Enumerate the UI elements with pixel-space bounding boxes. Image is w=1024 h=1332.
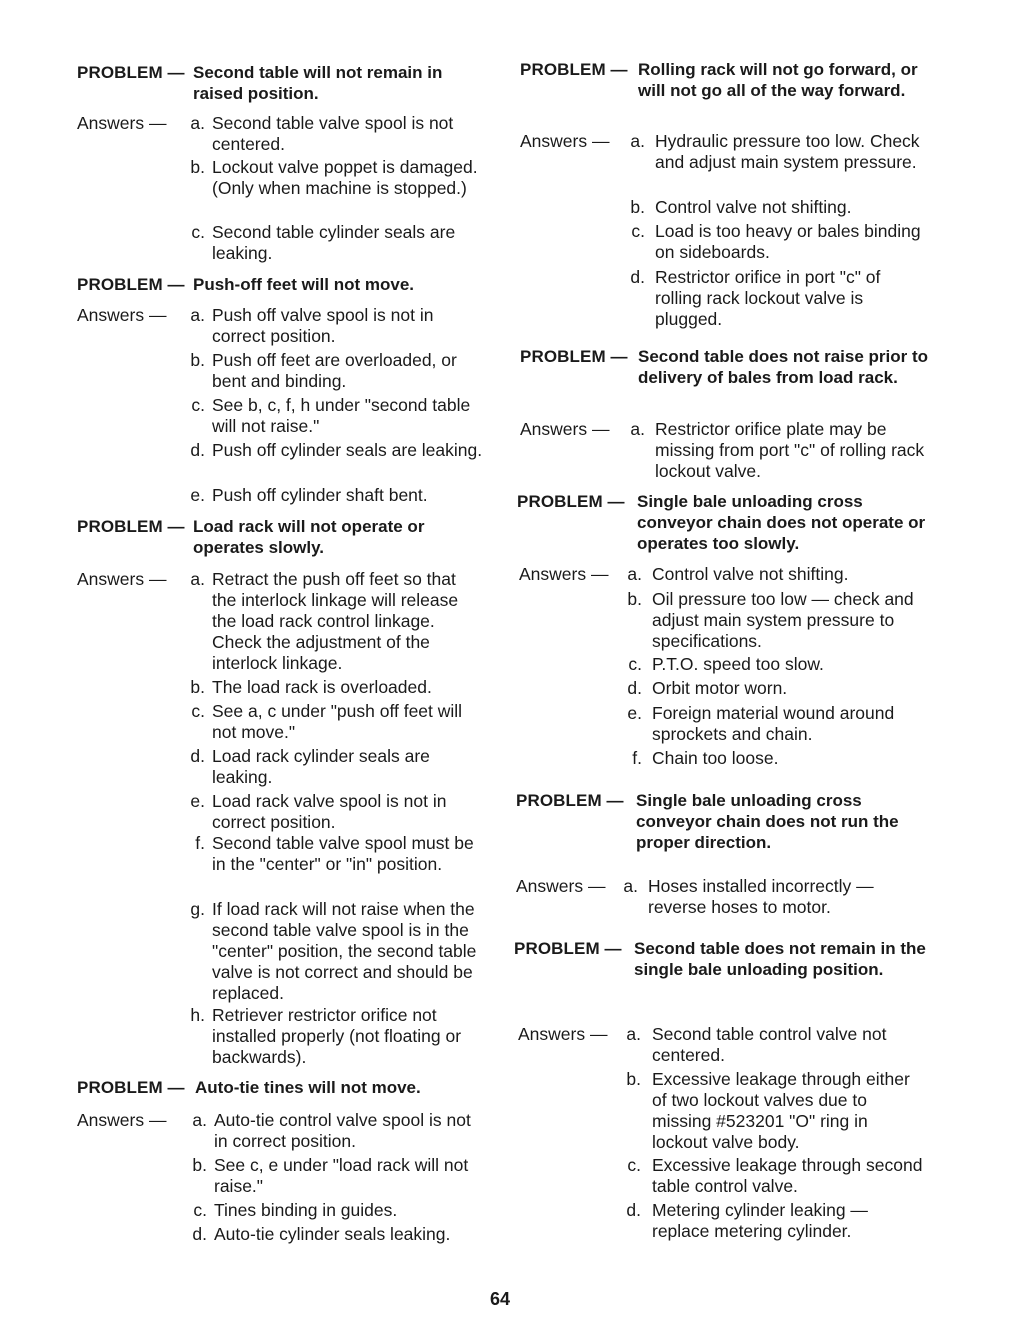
- answer-letter: c.: [627, 1155, 641, 1175]
- answer-text: Hoses installed incorrectly — reverse hoses to motor.: [648, 876, 874, 917]
- problem-label: PROBLEM —: [516, 791, 624, 810]
- answer-letter: c.: [191, 395, 205, 415]
- problem-title: Auto-tie tines will not move.: [195, 1078, 421, 1097]
- page-number: 64: [490, 1289, 511, 1309]
- answer-text: P.T.O. speed too slow.: [652, 654, 824, 674]
- answer-text: The load rack is overloaded.: [212, 677, 432, 697]
- answer-text: Chain too loose.: [652, 748, 779, 768]
- answer-letter: b.: [190, 157, 205, 177]
- answer-letter: a.: [627, 564, 642, 584]
- problem-title: Single bale unloading cross conveyor chain does not operate or operates too slowly.: [637, 492, 926, 553]
- answers-label: Answers —: [77, 113, 167, 133]
- problem-title: Single bale unloading cross conveyor chain does not run the proper direction.: [636, 791, 899, 852]
- answer-text: Push off feet are overloaded, or bent and binding.: [212, 350, 457, 391]
- answer-letter: e.: [190, 485, 205, 505]
- answer-text: Load rack cylinder seals are leaking.: [212, 746, 430, 787]
- answer-letter: d.: [192, 1224, 207, 1244]
- answer-letter: a.: [190, 569, 205, 589]
- problem-label: PROBLEM —: [77, 63, 185, 82]
- answer-text: Orbit motor worn.: [652, 678, 788, 698]
- answer-letter: c.: [191, 701, 205, 721]
- answer-text: Load rack valve spool is not in correct position.: [212, 791, 447, 832]
- problem-title: Rolling rack will not go forward, or will not go all of the way forward.: [638, 60, 918, 100]
- answer-text: Second table valve spool must be in the "center" or "in" position.: [212, 833, 474, 874]
- answer-text: Push off cylinder seals are leaking.: [212, 440, 483, 460]
- answer-letter: c.: [193, 1200, 207, 1220]
- problem-title: Second table does not remain in the single bale unloading position.: [634, 939, 926, 979]
- answer-letter: e.: [190, 791, 205, 811]
- answer-letter: d.: [627, 678, 642, 698]
- problem-title: Load rack will not operate or operates slowly.: [193, 517, 425, 557]
- answers-label: Answers —: [519, 564, 609, 584]
- answer-text: Lockout valve poppet is damaged. (Only when machine is stopped.): [212, 157, 478, 198]
- answer-text: Restrictor orifice plate may be missing from port "c" of rolling rack lockout valve.: [655, 419, 925, 481]
- problem-label: PROBLEM —: [77, 517, 185, 536]
- answers-label: Answers —: [77, 305, 167, 325]
- answer-letter: g.: [190, 899, 205, 919]
- answer-letter: c.: [191, 222, 205, 242]
- answer-text: Load is too heavy or bales binding on sideboards.: [655, 221, 921, 262]
- answer-letter: a.: [190, 305, 205, 325]
- problem-label: PROBLEM —: [520, 60, 628, 79]
- answer-letter: b.: [630, 197, 645, 217]
- answer-letter: b.: [626, 1069, 641, 1089]
- answer-letter: a.: [190, 113, 205, 133]
- problem-title: Push-off feet will not move.: [193, 275, 415, 294]
- answer-letter: c.: [631, 221, 645, 241]
- answer-letter: b.: [190, 350, 205, 370]
- answers-label: Answers —: [518, 1024, 608, 1044]
- answer-letter: e.: [627, 703, 642, 723]
- answers-label: Answers —: [520, 419, 610, 439]
- answer-letter: h.: [190, 1005, 205, 1025]
- answer-text: See a, c under "push off feet will not move.": [212, 701, 463, 742]
- problem-title: Second table does not raise prior to delivery of bales from load rack.: [638, 347, 928, 387]
- problem-label: PROBLEM —: [514, 939, 622, 958]
- answer-letter: a.: [630, 131, 645, 151]
- answer-text: Control valve not shifting.: [655, 197, 852, 217]
- answer-text: Second table cylinder seals are leaking.: [212, 222, 456, 263]
- answer-text: Second table valve spool is not centered.: [212, 113, 454, 154]
- answer-text: Excessive leakage through either of two lockout valves due to missing #523201 "O" ring in lockout valve body.: [652, 1069, 910, 1152]
- answer-text: Auto-tie control valve spool is not in correct position.: [214, 1110, 471, 1151]
- answer-text: Restrictor orifice in port "c" of rolling rack lockout valve is plugged.: [655, 267, 881, 329]
- answers-label: Answers —: [516, 876, 606, 896]
- answer-text: Retriever restrictor orifice not installed properly (not floating or backwards).: [212, 1005, 462, 1067]
- answer-text: Hydraulic pressure too low. Check and adjust main system pressure.: [655, 131, 920, 172]
- answer-text: Metering cylinder leaking — replace metering cylinder.: [652, 1200, 868, 1241]
- answers-label: Answers —: [77, 1110, 167, 1130]
- answer-letter: a.: [626, 1024, 641, 1044]
- answer-letter: d.: [626, 1200, 641, 1220]
- problem-label: PROBLEM —: [517, 492, 625, 511]
- answer-letter: f.: [195, 833, 205, 853]
- answer-letter: d.: [190, 440, 205, 460]
- answer-text: Push off cylinder shaft bent.: [212, 485, 428, 505]
- answer-text: See c, e under "load rack will not raise.": [214, 1155, 469, 1196]
- problem-label: PROBLEM —: [77, 275, 185, 294]
- answer-letter: a.: [623, 876, 638, 896]
- answer-text: Push off valve spool is not in correct position.: [212, 305, 434, 346]
- answer-text: See b, c, f, h under "second table will not raise.": [212, 395, 471, 436]
- answer-letter: c.: [628, 654, 642, 674]
- answer-letter: b.: [192, 1155, 207, 1175]
- answer-text: Excessive leakage through second table control valve.: [652, 1155, 923, 1196]
- answer-letter: d.: [190, 746, 205, 766]
- answers-label: Answers —: [520, 131, 610, 151]
- answers-label: Answers —: [77, 569, 167, 589]
- answer-text: Retract the push off feet so that the interlock linkage will release the load rack control linkage. Check the adjustment of the interlock linkage.: [212, 569, 459, 673]
- answer-text: If load rack will not raise when the second table valve spool is in the "center" position, the second table valve is not correct and should be replaced.: [212, 899, 477, 1003]
- answer-letter: b.: [190, 677, 205, 697]
- answer-text: Control valve not shifting.: [652, 564, 849, 584]
- answer-letter: f.: [632, 748, 642, 768]
- answer-letter: a.: [630, 419, 645, 439]
- answer-text: Auto-tie cylinder seals leaking.: [214, 1224, 451, 1244]
- answer-text: Oil pressure too low — check and adjust main system pressure to specifications.: [652, 589, 914, 651]
- answer-letter: d.: [630, 267, 645, 287]
- answer-letter: b.: [627, 589, 642, 609]
- answer-letter: a.: [192, 1110, 207, 1130]
- problem-title: Second table will not remain in raised position.: [193, 63, 443, 103]
- answer-text: Foreign material wound around sprockets and chain.: [652, 703, 895, 744]
- answer-text: Tines binding in guides.: [214, 1200, 398, 1220]
- answer-text: Second table control valve not centered.: [652, 1024, 887, 1065]
- problem-label: PROBLEM —: [77, 1078, 185, 1097]
- problem-label: PROBLEM —: [520, 347, 628, 366]
